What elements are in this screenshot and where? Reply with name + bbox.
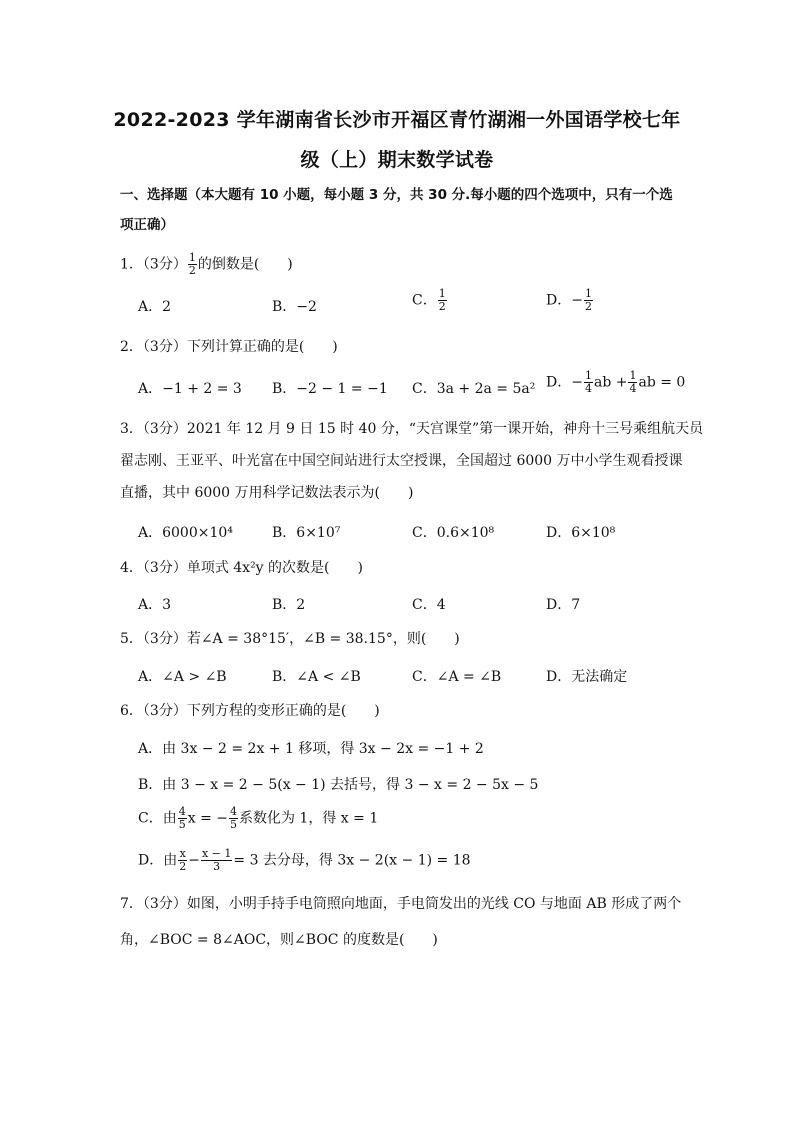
q5-option-d: D．无法确定 <box>546 669 628 685</box>
q5-option-a: A．∠A > ∠B <box>138 669 227 685</box>
q2-option-d-label: D．− <box>546 374 583 391</box>
q2-option-c: C．3a + 2a = 5a² <box>412 381 536 397</box>
q6-option-c-end: 系数化为 1，得 x = 1 <box>238 810 379 827</box>
q6-option-d <box>138 848 471 873</box>
section-heading-line1: 一、选择题（本大题有 10 小题，每小题 3 分，共 30 分.每小题的四个选项中，只有一个选 <box>120 187 673 203</box>
q6-option-c-mid: x = − <box>187 810 228 827</box>
q2-option-d-end: ab = 0 <box>638 374 686 391</box>
exam-title-line1: 2022-2023 学年湖南省长沙市开福区青竹湖湘一外国语学校七年 <box>113 109 681 131</box>
fraction-numerator: 1 <box>629 369 637 382</box>
fraction-numerator: 1 <box>584 369 592 382</box>
fraction-denominator: 3 <box>213 860 221 873</box>
q4-option-b: B．2 <box>272 597 306 613</box>
fraction-x-minus-1-over-3 <box>201 848 232 873</box>
fraction-numerator: x − 1 <box>201 847 232 860</box>
fraction-denominator: 4 <box>584 382 592 395</box>
fraction-numerator: 1 <box>584 287 592 300</box>
question-3-line3: 直播，其中 6000 万用科学记数法表示为( ) <box>120 485 414 501</box>
q6-option-d-end: = 3 去分母，得 3x − 2(x − 1) = 18 <box>233 852 471 869</box>
question-6: 6．（3分）下列方程的变形正确的是( ) <box>120 703 380 719</box>
fraction-one-half <box>188 252 197 277</box>
question-3-line1: 3．（3分）2021 年 12 月 9 日 15 时 40 分，“天宫课堂”第一课开始，神舟十三号乘组航天员 <box>120 421 704 437</box>
q1-option-c-label: C． <box>412 292 437 309</box>
fraction-numerator: 1 <box>438 287 446 300</box>
question-3-line2: 翟志刚、王亚平、叶光富在中国空间站进行太空授课，全国超过 6000 万中小学生观看授课 <box>120 453 683 469</box>
fraction-one-quarter <box>628 370 637 395</box>
q6-option-a: A．由 3x − 2 = 2x + 1 移项，得 3x − 2x = −1 + 2 <box>138 741 484 757</box>
fraction-denominator: 2 <box>438 300 446 313</box>
fraction-denominator: 4 <box>629 382 637 395</box>
question-7-line1: 7．（3分）如图，小明手持手电筒照向地面，手电筒发出的光线 CO 与地面 AB 形成了两个 <box>120 896 682 912</box>
q1-option-d <box>546 288 594 313</box>
section-heading-line2: 项正确） <box>120 217 174 233</box>
fraction-four-fifths <box>178 806 187 831</box>
question-4: 4．（3分）单项式 4x²y 的次数是( ) <box>120 560 363 576</box>
q6-option-c-label: C．由 <box>138 810 177 827</box>
fraction-one-half <box>438 288 447 313</box>
fraction-numerator: 4 <box>178 805 186 818</box>
fraction-denominator: 5 <box>178 818 186 831</box>
fraction-denominator: 2 <box>584 300 592 313</box>
q6-option-c <box>138 806 378 831</box>
question-5: 5．（3分）若∠A = 38°15′，∠B = 38.15°，则( ) <box>120 631 460 647</box>
fraction-one-quarter <box>584 370 593 395</box>
q2-option-d-mid: ab + <box>593 374 628 391</box>
fraction-numerator: 4 <box>229 805 237 818</box>
q4-option-d: D．7 <box>546 597 581 613</box>
q2-option-b: B．−2 − 1 = −1 <box>272 381 388 397</box>
section-heading <box>120 180 680 240</box>
fraction-denominator: 2 <box>188 264 196 277</box>
q3-option-c: C．0.6×10⁸ <box>412 525 495 541</box>
fraction-four-fifths <box>229 806 238 831</box>
q1-option-c <box>412 288 448 313</box>
fraction-numerator: x <box>179 847 186 860</box>
question-1-suffix: 的倒数是( ) <box>197 256 293 273</box>
fraction-denominator: 5 <box>229 818 237 831</box>
q2-option-d <box>546 370 685 395</box>
question-1-prefix: 1．（3分） <box>120 256 187 273</box>
q3-option-b: B．6×10⁷ <box>272 525 341 541</box>
question-7-line2: 角，∠BOC = 8∠AOC，则∠BOC 的度数是( ) <box>120 932 438 948</box>
q4-option-c: C．4 <box>412 597 446 613</box>
q3-option-d: D．6×10⁸ <box>546 525 616 541</box>
question-2: 2．（3分）下列计算正确的是( ) <box>120 339 338 355</box>
q6-option-d-label: D．由 <box>138 852 178 869</box>
fraction-one-half <box>584 288 593 313</box>
q1-option-d-label: D．− <box>546 292 583 309</box>
q6-option-b: B．由 3 − x = 2 − 5(x − 1) 去括号，得 3 − x = 2 − 5x − 5 <box>138 777 539 793</box>
question-1 <box>120 252 293 277</box>
q6-option-d-mid: − <box>188 852 200 869</box>
exam-title-line2: 级（上）期末数学试卷 <box>300 149 494 171</box>
q2-option-a: A．−1 + 2 = 3 <box>138 381 242 397</box>
q1-option-a: A．2 <box>138 299 172 315</box>
q1-option-b: B．−2 <box>272 299 317 315</box>
q5-option-b: B．∠A < ∠B <box>272 669 361 685</box>
q4-option-a: A．3 <box>138 597 172 613</box>
q3-option-a: A．6000×10⁴ <box>138 525 233 541</box>
q5-option-c: C．∠A = ∠B <box>412 669 502 685</box>
fraction-numerator: 1 <box>188 251 196 264</box>
fraction-denominator: 2 <box>179 860 187 873</box>
fraction-x-over-2 <box>178 848 187 873</box>
